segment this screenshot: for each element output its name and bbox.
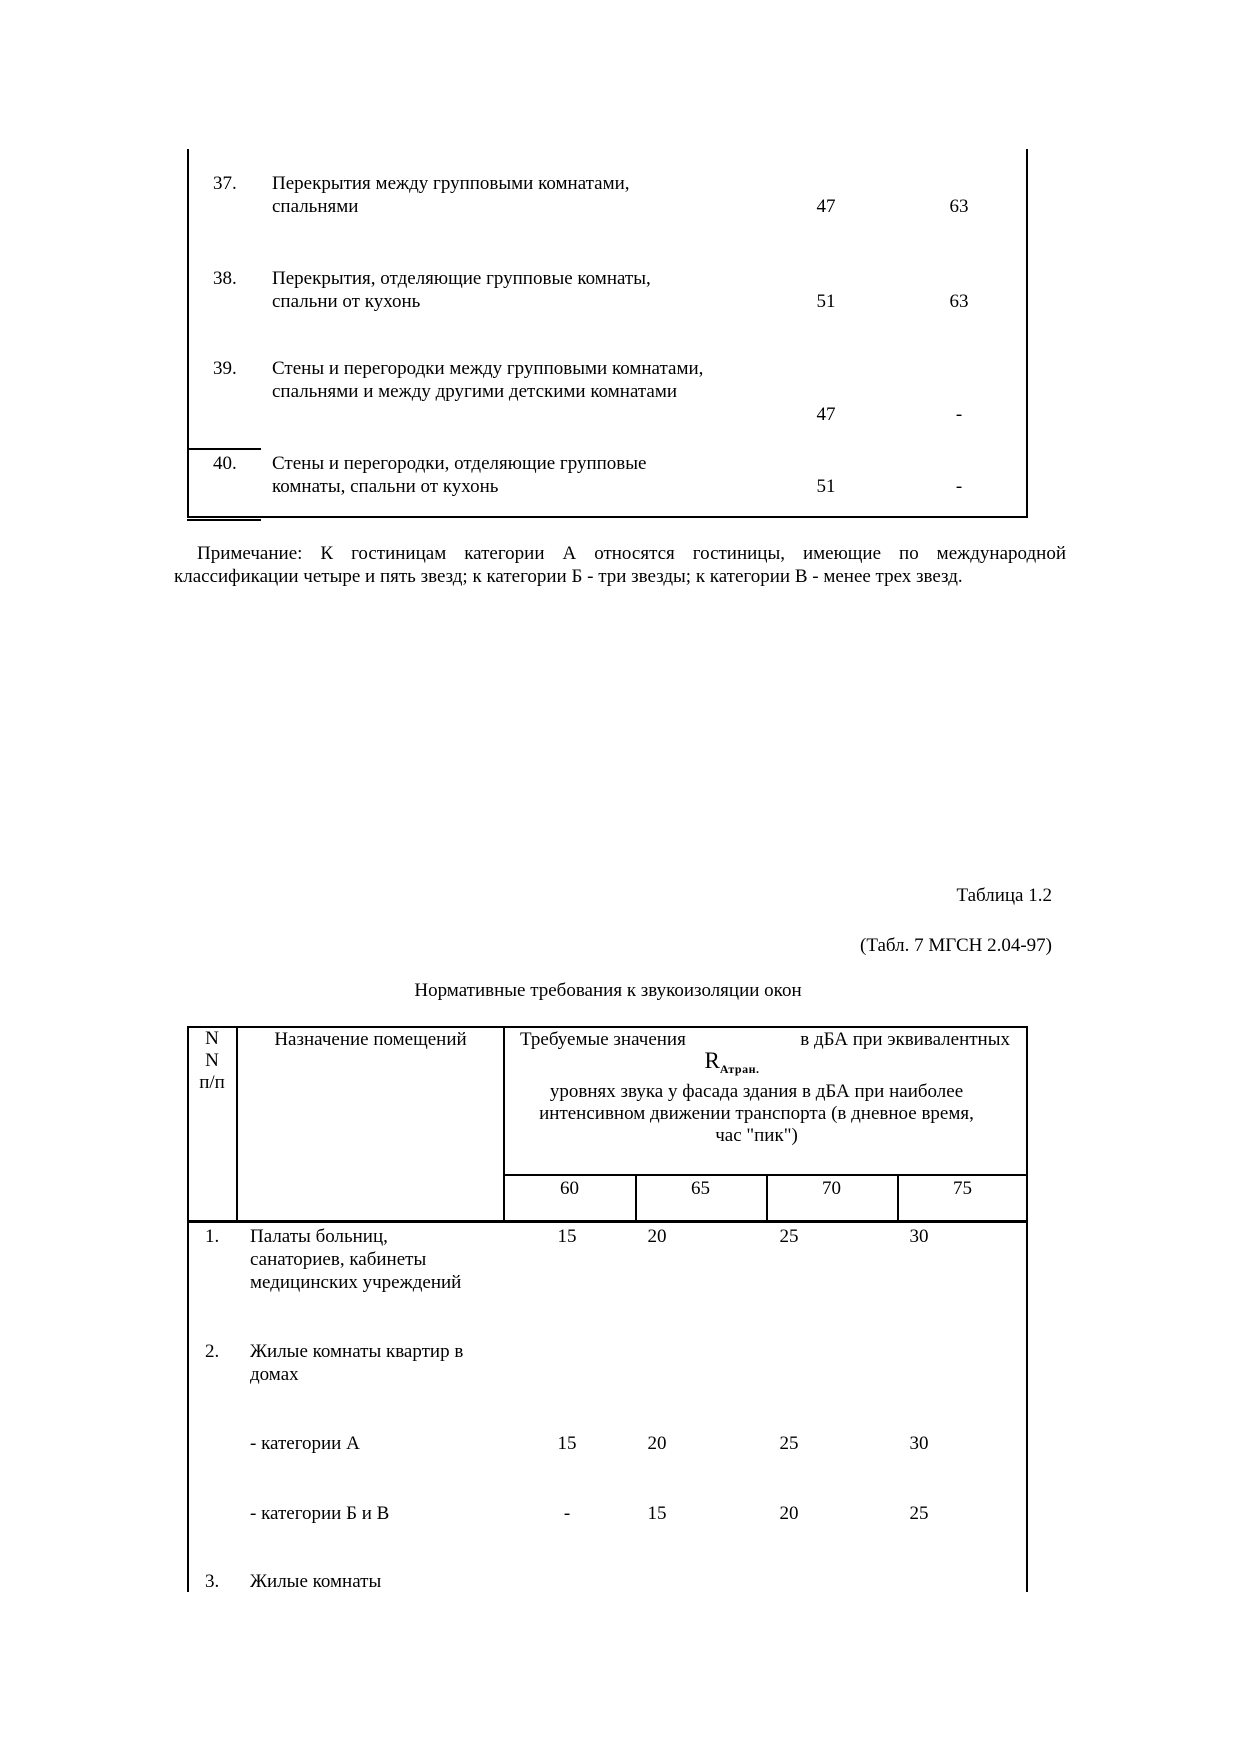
description-line: комнаты, спальни от кухонь <box>272 476 499 497</box>
description-line: Палаты больниц, <box>250 1226 388 1247</box>
header-line: в дБА при эквивалентных <box>800 1029 1010 1050</box>
subheader-cell-70: 70 <box>822 1178 841 1199</box>
value-lnw: 63 <box>949 291 969 312</box>
value-rw: 47 <box>816 196 836 217</box>
row-description <box>272 452 646 498</box>
value-65: 20 <box>647 1433 667 1454</box>
value-75: 30 <box>909 1226 929 1247</box>
value-75: 30 <box>909 1433 929 1454</box>
value-65: 20 <box>647 1226 667 1247</box>
formula-r-a-tran <box>504 1048 960 1081</box>
description-line: санаториев, кабинеты <box>250 1249 427 1270</box>
header-cell-purpose: Назначение помещений <box>274 1029 467 1050</box>
row-description <box>272 267 651 313</box>
table2-header-bottom-border <box>187 1220 1028 1223</box>
description-line: домах <box>250 1364 299 1385</box>
header-line: интенсивном движении транспорта (в дневное время, <box>539 1103 974 1124</box>
value-75: 25 <box>909 1503 929 1524</box>
row-number: 40. <box>213 453 237 474</box>
row-number: 1. <box>205 1226 220 1247</box>
table1-left-border <box>187 149 189 518</box>
description-line: спальнями <box>272 196 359 217</box>
description-line: медицинских учреждений <box>250 1272 462 1293</box>
description-line: спальни от кухонь <box>272 291 421 312</box>
value-rw: 47 <box>816 404 836 425</box>
header-cell-number <box>188 1028 236 1094</box>
value-rw: 51 <box>816 291 836 312</box>
row-description <box>272 357 703 403</box>
value-65: 15 <box>647 1503 667 1524</box>
table2-right-border <box>1026 1026 1028 1592</box>
row-description <box>272 172 630 218</box>
header-line: уровнях звука у фасада здания в дБА при наиболее <box>549 1081 964 1102</box>
table1-bottom-left-partial-border <box>187 519 261 521</box>
note-line: классификации четыре и пять звезд; к категории Б - три звезды; к категории В - менее трех звезд. <box>174 565 963 587</box>
row-number: 2. <box>205 1341 220 1362</box>
subheader-cell-65: 65 <box>691 1178 710 1199</box>
header-line: N <box>205 1028 219 1049</box>
table1-bottom-border <box>187 516 1028 518</box>
row-description <box>250 1340 463 1386</box>
formula-base: R <box>704 1048 720 1073</box>
description-line: Перекрытия, отделяющие групповые комнаты, <box>272 268 651 289</box>
description-line: спальнями и между другими детскими комнатами <box>272 381 678 402</box>
description-line: Перекрытия между групповыми комнатами, <box>272 173 630 194</box>
subheader-cell-60: 60 <box>560 1178 579 1199</box>
value-lnw: - <box>955 404 963 425</box>
value-70: 25 <box>779 1433 799 1454</box>
value-rw: 51 <box>816 476 836 497</box>
table-source-reference: (Табл. 7 МГСН 2.04-97) <box>860 935 1052 956</box>
row-description: - категории Б и В <box>250 1503 390 1524</box>
description-line: Жилые комнаты квартир в <box>250 1341 464 1362</box>
value-70: 20 <box>779 1503 799 1524</box>
table1-row40-partial-border <box>187 448 261 450</box>
description-line: Стены и перегородки между групповыми комнатами, <box>272 358 704 379</box>
value-lnw: 63 <box>949 196 969 217</box>
row-number: 39. <box>213 358 237 379</box>
value-60: 15 <box>557 1226 577 1247</box>
value-70: 25 <box>779 1226 799 1247</box>
row-description: - категории А <box>250 1433 360 1454</box>
subheader-cell-75: 75 <box>953 1178 972 1199</box>
row-description <box>250 1225 461 1294</box>
table2-left-border <box>187 1026 189 1592</box>
row-number: 37. <box>213 173 237 194</box>
value-60: 15 <box>557 1433 577 1454</box>
table1-right-border <box>1026 149 1028 518</box>
header-line: п/п <box>199 1072 225 1093</box>
header-line: час "пик") <box>715 1125 798 1146</box>
note-paragraph <box>174 543 1066 588</box>
description-line: Стены и перегородки, отделяющие групповые <box>272 453 647 474</box>
row-number: 3. <box>205 1571 220 1592</box>
header-line: Требуемые значения <box>520 1029 686 1050</box>
formula-subscript: Атран. <box>719 1062 760 1076</box>
row-description: Жилые комнаты <box>250 1571 382 1592</box>
header-line: N <box>205 1050 219 1071</box>
value-60: - <box>563 1503 571 1524</box>
table-caption: Таблица 1.2 <box>956 885 1052 906</box>
table2-col1-divider <box>236 1026 238 1223</box>
value-lnw: - <box>955 476 963 497</box>
note-line: Примечание: К гостиницам категории А относятся гостиницы, имеющие по международной <box>197 543 1066 564</box>
table-title: Нормативные требования к звукоизоляции окон <box>414 980 802 1001</box>
row-number: 38. <box>213 268 237 289</box>
